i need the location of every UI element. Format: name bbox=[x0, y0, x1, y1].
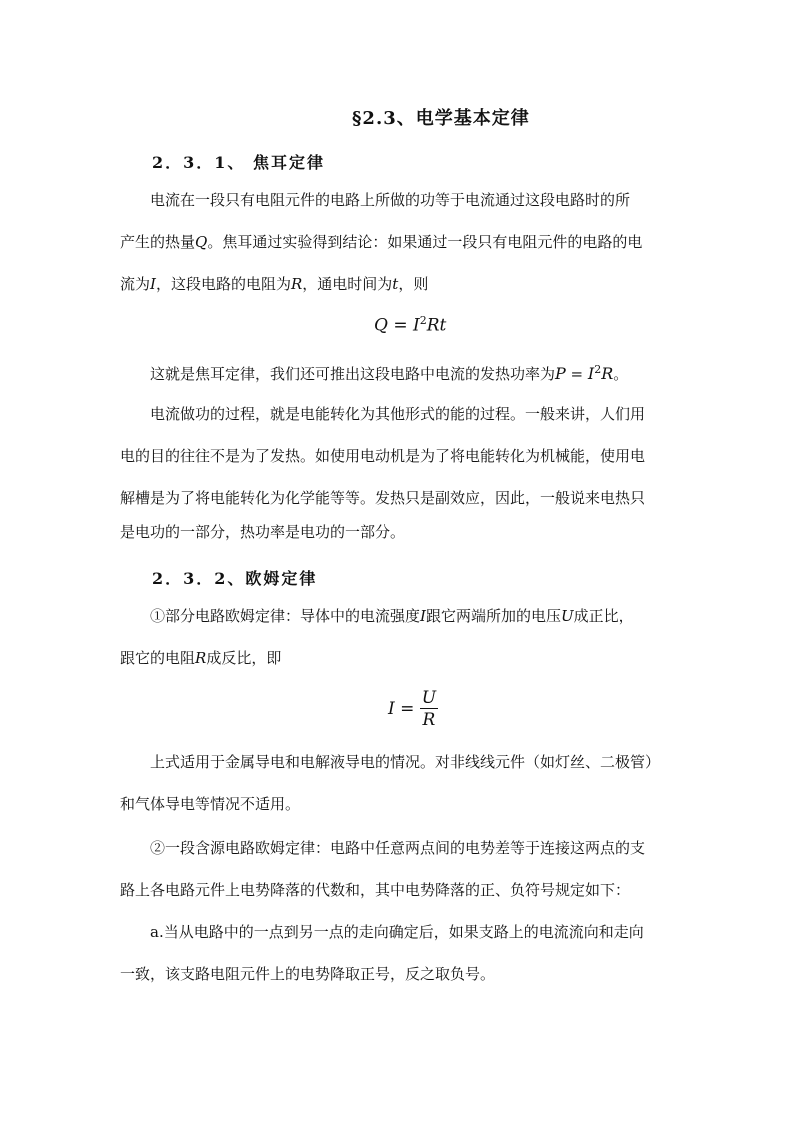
paragraph-line: 流为I，这段电路的电阻为R，通电时间为t，则 bbox=[120, 275, 429, 293]
paragraph-line: 是电功的一部分，热功率是电功的一部分。 bbox=[120, 523, 406, 541]
paragraph-line: a.当从电路中的一点到另一点的走向确定后，如果支路上的电流流向和走向 bbox=[150, 923, 644, 941]
paragraph-line: 上式适用于金属导电和电解液导电的情况。对非线线元件（如灯丝、二极管） bbox=[150, 753, 661, 771]
paragraph-line: ①部分电路欧姆定律：导体中的电流强度I跟它两端所加的电压U成正比， bbox=[150, 607, 634, 625]
paragraph-line: 产生的热量Q。焦耳通过实验得到结论：如果通过一段只有电阻元件的电路的电 bbox=[120, 233, 643, 251]
section-heading-ohm: 2．3．2、欧姆定律 bbox=[152, 569, 318, 588]
paragraph-line: 电的目的往往不是为了发热。如使用电动机是为了将电能转化为机械能，使用电 bbox=[120, 447, 646, 465]
paragraph-line: ②一段含源电路欧姆定律：电路中任意两点间的电势差等于连接这两点的支 bbox=[150, 839, 646, 857]
paragraph-line: 电流做功的过程，就是电能转化为其他形式的能的过程。一般来讲，人们用 bbox=[150, 405, 646, 423]
paragraph-line: 和气体导电等情况不适用。 bbox=[120, 795, 301, 813]
page-title: §2.3、电学基本定律 bbox=[352, 108, 530, 129]
paragraph-line: 电流在一段只有电阻元件的电路上所做的功等于电流通过这段电路时的所 bbox=[150, 191, 631, 209]
paragraph-line: 这就是焦耳定律，我们还可推出这段电路中电流的发热功率为$P = I^2R$。 bbox=[150, 363, 629, 383]
joule-law-formula: $Q = I^2Rt$ bbox=[374, 314, 447, 336]
paragraph-line: 解槽是为了将电能转化为化学能等等。发热只是副效应，因此，一般说来电热只 bbox=[120, 489, 646, 507]
section-heading-joule: 2．3．1、 焦耳定律 bbox=[152, 153, 325, 172]
paragraph-line: 一致，该支路电阻元件上的电势降取正号，反之取负号。 bbox=[120, 965, 496, 983]
paragraph-line: 路上各电路元件上电势降落的代数和，其中电势降落的正、负符号规定如下： bbox=[120, 881, 631, 899]
ohm-law-formula: I = $\frac{U}{R}$ bbox=[388, 688, 437, 730]
fraction: $\frac{U}{R}$ bbox=[421, 688, 437, 730]
paragraph-line: 跟它的电阻R成反比，即 bbox=[120, 649, 282, 667]
